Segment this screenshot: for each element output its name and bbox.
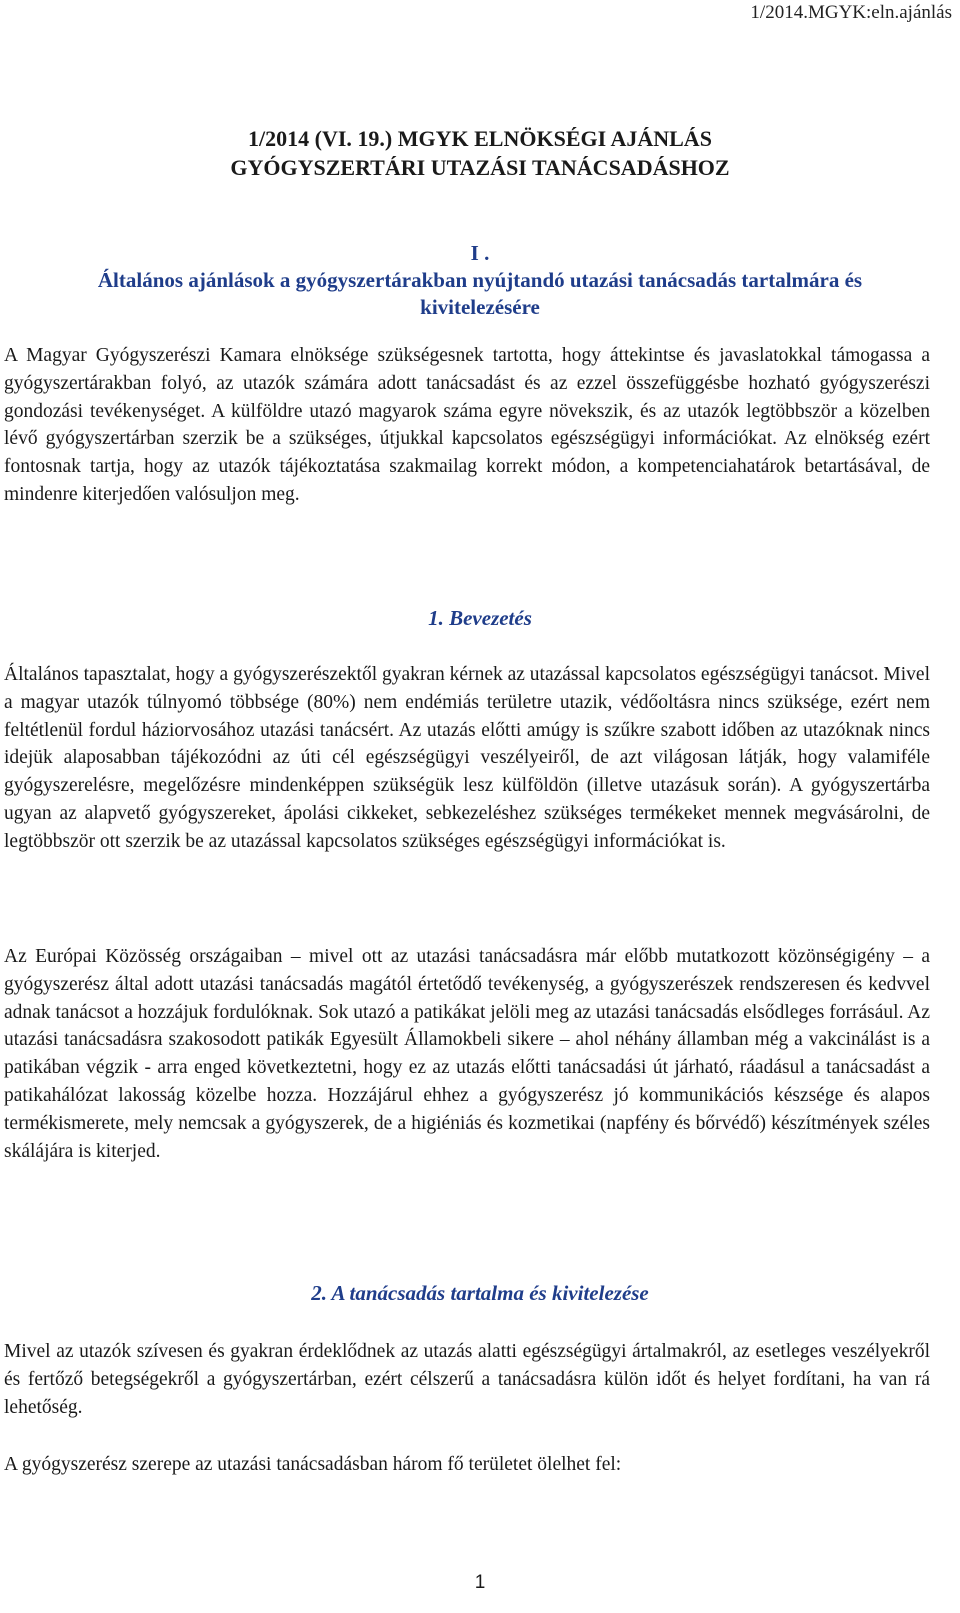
subsection-heading-introduction: 1. Bevezetés (428, 606, 532, 630)
document-title-line-2: GYÓGYSZERTÁRI UTAZÁSI TANÁCSADÁSHOZ (230, 155, 730, 180)
subsection-heading-content: 2. A tanácsadás tartalma és kivitelezése (311, 1281, 649, 1305)
section-number: I . (470, 241, 490, 265)
content-paragraph-1: Mivel az utazók szívesen és gyakran érdeklődnek az utazás alatti egészségügyi ártalmakról, az esetleges veszélyekről és fertőző betegségekről a gyógyszertárban, ezért célszerű a tanácsadásra külön időt és helyet fordítani, ha van rá lehetőség. (4, 1341, 930, 1418)
document-title (0, 124, 960, 182)
section-heading (0, 240, 960, 321)
page-number: 1 (474, 1572, 486, 1593)
section-title-line-1: Általános ajánlások a gyógyszertárakban nyújtandó utazási tanácsadás tartalmára és (97, 268, 863, 292)
section-title-line-2: kivitelezésére (420, 295, 540, 319)
intro-paragraph: A Magyar Gyógyszerészi Kamara elnöksége szükségesnek tartotta, hogy áttekintse és javaslatokkal támogassa a gyógyszertárakban folyó, az utazók számára adott tanácsadást és az ezzel összefüggésbe hozható gyógyszerészi gondozási tevékenységet. A külföldre utazó magyarok száma egyre növekszik, és az utazók legtöbbször a közelben lévő gyógyszertárban szerzik be a szükséges, útjukkal kapcsolatos egészségügyi információkat. Az elnökség ezért fontosnak tartja, hogy az utazók tájékoztatása szakmailag korrekt módon, a kompetenciahatárok betartásával, de mindenre kiterjedően valósuljon meg. (4, 345, 930, 505)
document-reference-header: 1/2014.MGYK:eln.ajánlás (750, 2, 952, 23)
document-title-line-1: 1/2014 (VI. 19.) MGYK ELNÖKSÉGI AJÁNLÁS (248, 126, 712, 151)
introduction-paragraph-2: Az Európai Közösség országaiban – mivel ott az utazási tanácsadásra már előbb mutatkozott közönségigény – a gyógyszerész által adott utazási tanácsadás magától értetődő tevékenység, a gyógyszerészek rendszeresen és kedvvel adnak tanácsot a hozzájuk fordulóknak. Sok utazó a patikákat jelöli meg az utazási tanácsadás elsődleges forrásául. Az utazási tanácsadásra szakosodott patikák Egyesült Államokbeli sikere – ahol néhány államban még a vakcinálást is a patikában végzik - arra enged következtetni, hogy ez az utazás előtti tanácsadási út járható, ráadásul a tanácsadást a patikahálózat lakosság közelbe hozza. Hozzájárul ehhez a gyógyszerész jó kommunikációs készsége és alapos termékismerete, mely nemcsak a gyógyszerek, de a higiéniás és kozmetikai (napfény és bőrvédő) készítmények széles skálájára is kiterjed. (4, 946, 930, 1162)
introduction-paragraph-1: Általános tapasztalat, hogy a gyógyszerészektől gyakran kérnek az utazással kapcsolatos egészségügyi tanácsot. Mivel a magyar utazók túlnyomó többsége (80%) nem endémiás területre utazik, védőoltásra nincs szüksége, ezért nem feltétlenül fordul háziorvosához utazási tanácsért. Az utazás előtti amúgy is szűkre szabott időben az utazóknak nincs idejük alaposabban tájékozódni az úti cél egészségügyi veszélyeiről, de azt világosan látják, hogy valamiféle gyógyszerelésre, megelőzésre mindenképpen szükségük lesz külföldön (illetve utazásuk során). A gyógyszertárba ugyan az alapvető gyógyszereket, ápolási cikkeket, sebkezeléshez szükséges termékeket mennek megvásárolni, de legtöbbször ott szerzik be az utazással kapcsolatos szükséges egészségügyi információkat is. (4, 664, 930, 852)
content-paragraph-2: A gyógyszerész szerepe az utazási tanácsadásban három fő területet ölelhet fel: (4, 1454, 622, 1475)
